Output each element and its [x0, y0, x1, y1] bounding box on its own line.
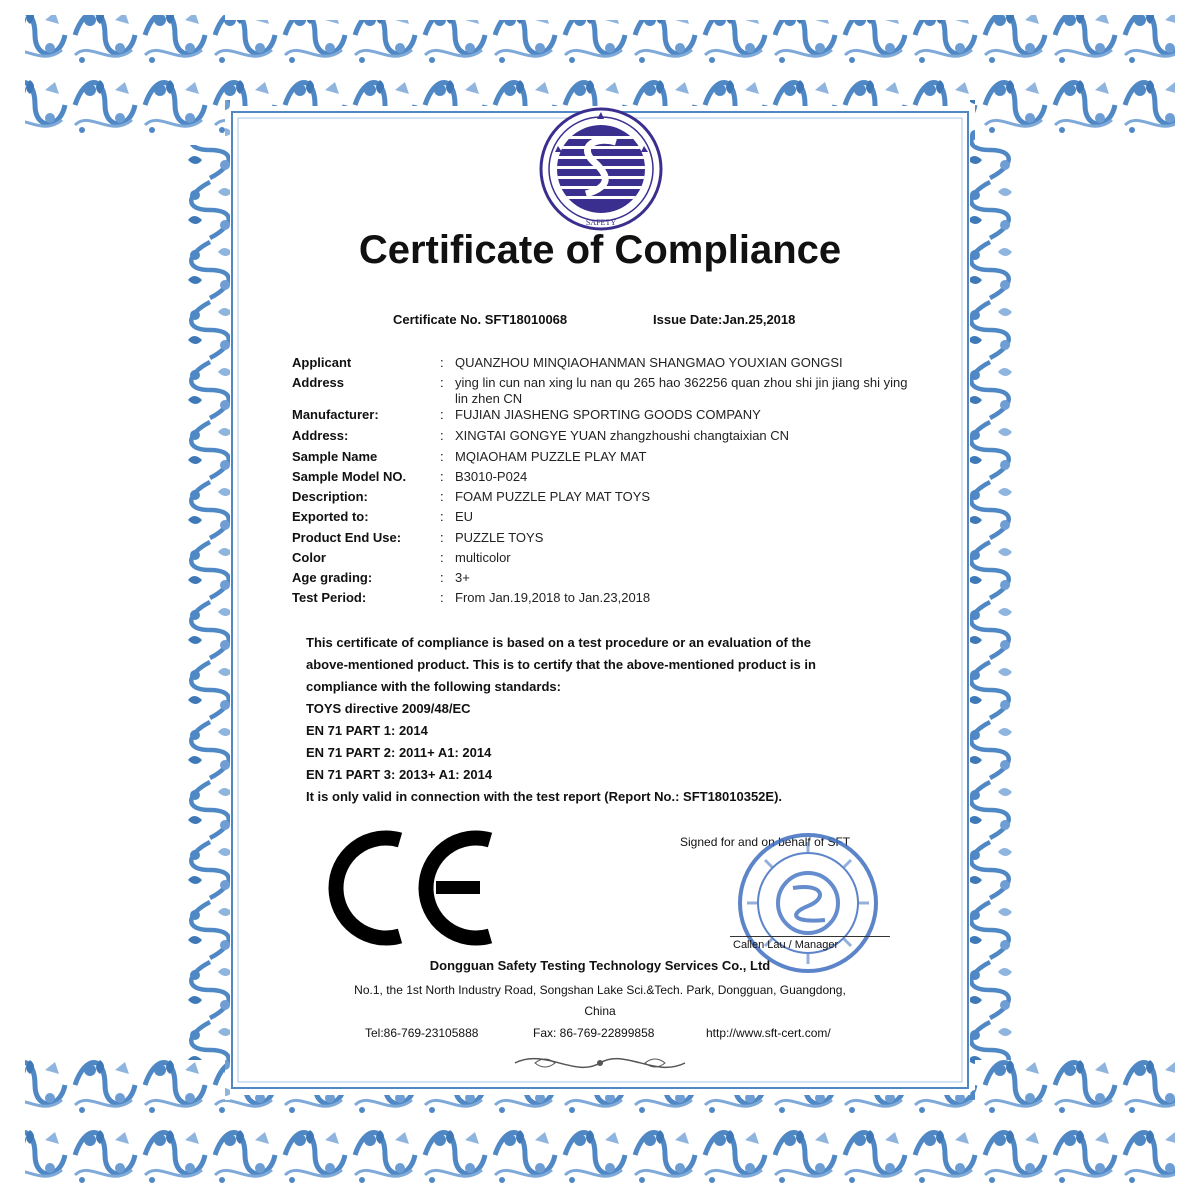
- field-value: B3010-P024: [455, 469, 528, 484]
- field-label: Exported to:: [292, 509, 369, 524]
- ce-mark-icon: [328, 828, 498, 948]
- field-value: FOAM PUZZLE PLAY MAT TOYS: [455, 489, 651, 504]
- field-label: Sample Name: [292, 449, 378, 464]
- field-label: Sample Model NO.: [292, 469, 407, 484]
- field-description: [292, 489, 932, 509]
- field-exported-to: [292, 509, 932, 529]
- signer-name: Callen Lau / Manager: [733, 939, 839, 951]
- standard-line: TOYS directive 2009/48/EC: [306, 701, 471, 716]
- field-manufacturer-address: [292, 428, 932, 448]
- field-colon: :: [440, 489, 444, 504]
- field-value: XINGTAI GONGYE YUAN zhangzhoushi changtaixian CN: [455, 428, 790, 443]
- field-value: PUZZLE TOYS: [455, 530, 544, 545]
- field-sample-model: [292, 469, 932, 489]
- logo-text: SAFETY: [585, 218, 617, 227]
- field-applicant: [292, 355, 932, 375]
- field-value: MQIAOHAM PUZZLE PLAY MAT: [455, 449, 647, 464]
- statement-line: above-mentioned product. This is to certify that the above-mentioned product is in: [306, 657, 816, 672]
- field-colon: :: [440, 355, 444, 370]
- field-colon: :: [440, 407, 444, 422]
- field-colon: :: [440, 550, 444, 565]
- standard-line: EN 71 PART 2: 2011+ A1: 2014: [306, 745, 492, 760]
- field-color: [292, 550, 932, 570]
- field-value: multicolor: [455, 550, 511, 565]
- validity-line: It is only valid in connection with the test report (Report No.: SFT18010352E).: [306, 789, 783, 804]
- issuer-address-line2: China: [584, 1004, 616, 1018]
- field-label: Address:: [292, 428, 349, 443]
- field-value: ying lin cun nan xing lu nan qu 265 hao 362256 quan zhou shi jin jiang shi ying lin zhen CN: [455, 375, 908, 406]
- field-sample-name: [292, 449, 932, 469]
- field-colon: :: [440, 530, 444, 545]
- page-title: Certificate of Compliance: [358, 228, 842, 272]
- field-label: Applicant: [292, 355, 352, 370]
- field-value: 3+: [455, 570, 470, 585]
- field-age-grading: [292, 570, 932, 590]
- field-colon: :: [440, 590, 444, 605]
- field-label: Description:: [292, 489, 368, 504]
- field-value: FUJIAN JIASHENG SPORTING GOODS COMPANY: [455, 407, 761, 422]
- statement-line: This certificate of compliance is based on a test procedure or an evaluation of the: [306, 635, 811, 650]
- field-label: Manufacturer:: [292, 407, 379, 422]
- field-colon: :: [440, 570, 444, 585]
- field-product-end-use: [292, 530, 932, 550]
- field-applicant-address: [292, 375, 932, 406]
- field-value: From Jan.19,2018 to Jan.23,2018: [455, 590, 651, 605]
- issue-date: Issue Date:Jan.25,2018: [653, 312, 796, 327]
- decorative-divider-icon: [505, 1048, 695, 1078]
- standard-line: EN 71 PART 1: 2014: [306, 723, 428, 738]
- compliance-statement: [306, 632, 906, 808]
- official-stamp-icon: [733, 828, 883, 978]
- field-colon: :: [440, 449, 444, 464]
- field-label: Color: [292, 550, 326, 565]
- signed-for-text: Signed for and on behalf of SFT: [680, 835, 851, 849]
- field-value: EU: [455, 509, 474, 524]
- field-colon: :: [440, 375, 444, 390]
- issuer-address-line1: No.1, the 1st North Industry Road, Songshan Lake Sci.&Tech. Park, Dongguan, Guangdong,: [354, 983, 846, 997]
- field-colon: :: [440, 509, 444, 524]
- field-label: Test Period:: [292, 590, 367, 605]
- field-label: Address: [292, 375, 345, 390]
- field-label: Product End Use:: [292, 530, 402, 545]
- issuer-fax: Fax: 86-769-22899858: [533, 1026, 655, 1040]
- safety-logo-icon: [538, 106, 664, 232]
- field-colon: :: [440, 428, 444, 443]
- statement-line: compliance with the following standards:: [306, 679, 561, 694]
- certificate-number: Certificate No. SFT18010068: [393, 312, 568, 327]
- issuer-tel: Tel:86-769-23105888: [365, 1026, 479, 1040]
- issuer-website: http://www.sft-cert.com/: [706, 1026, 831, 1040]
- field-test-period: [292, 590, 932, 610]
- field-manufacturer: [292, 407, 932, 427]
- issuer-company: Dongguan Safety Testing Technology Services Co., Ltd: [429, 958, 771, 973]
- signature-line: [730, 936, 890, 937]
- field-colon: :: [440, 469, 444, 484]
- field-value: QUANZHOU MINQIAOHANMAN SHANGMAO YOUXIAN GONGSI: [455, 355, 843, 370]
- standard-line: EN 71 PART 3: 2013+ A1: 2014: [306, 767, 493, 782]
- field-label: Age grading:: [292, 570, 373, 585]
